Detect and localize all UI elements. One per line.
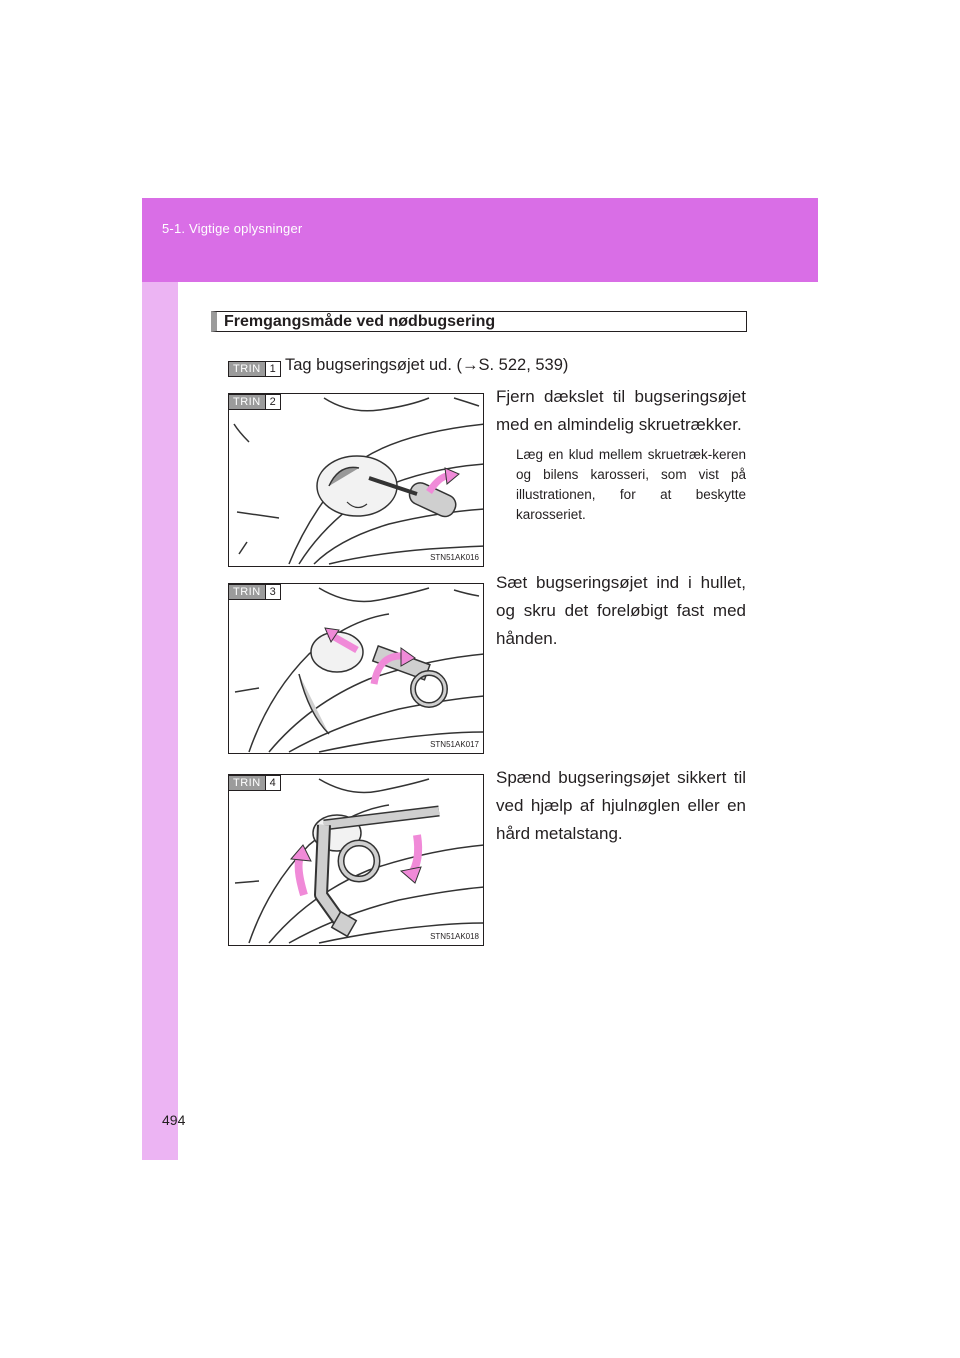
step-4-text: Spænd bugseringsøjet sikkert til ved hjælp af hjulnøglen eller en hård metalstang. [496, 768, 746, 843]
figure-step-4 [228, 774, 484, 946]
step-3-text: Sæt bugseringsøjet ind i hullet, og skru det foreløbigt fast med hånden. [496, 573, 746, 648]
figure-step-3 [228, 583, 484, 754]
figure-code-4: STN51AK018 [430, 932, 479, 941]
page-number: 494 [162, 1112, 186, 1128]
step-1-text: Tag bugseringsøjet ud. (→S. 522, 539) [285, 356, 569, 374]
side-band [142, 282, 178, 1160]
step-2-text: Fjern dækslet til bugseringsøjet med en almindelig skruetrækker. [496, 387, 746, 434]
illustration-tighten-eye [229, 775, 484, 946]
step-badge-3: TRIN 3 [228, 584, 281, 600]
step-badge-1: TRIN 1 [228, 361, 281, 377]
step-badge-2: TRIN 2 [228, 394, 281, 410]
figure-code-2: STN51AK016 [430, 553, 479, 562]
figure-code-3: STN51AK017 [430, 740, 479, 749]
illustration-remove-cover [229, 394, 484, 567]
section-title: Fremgangsmåde ved nødbugsering [224, 313, 496, 330]
illustration-insert-eye [229, 584, 484, 754]
header-band [142, 198, 818, 282]
figure-step-2 [228, 393, 484, 567]
step-badge-4: TRIN 4 [228, 775, 281, 791]
section-label: 5-1. Vigtige oplysninger [162, 221, 303, 236]
step-2-note: Læg en klud mellem skruetræk-keren og bilens karosseri, som vist på illustrationen, for at beskytte karosseriet. [516, 447, 746, 522]
